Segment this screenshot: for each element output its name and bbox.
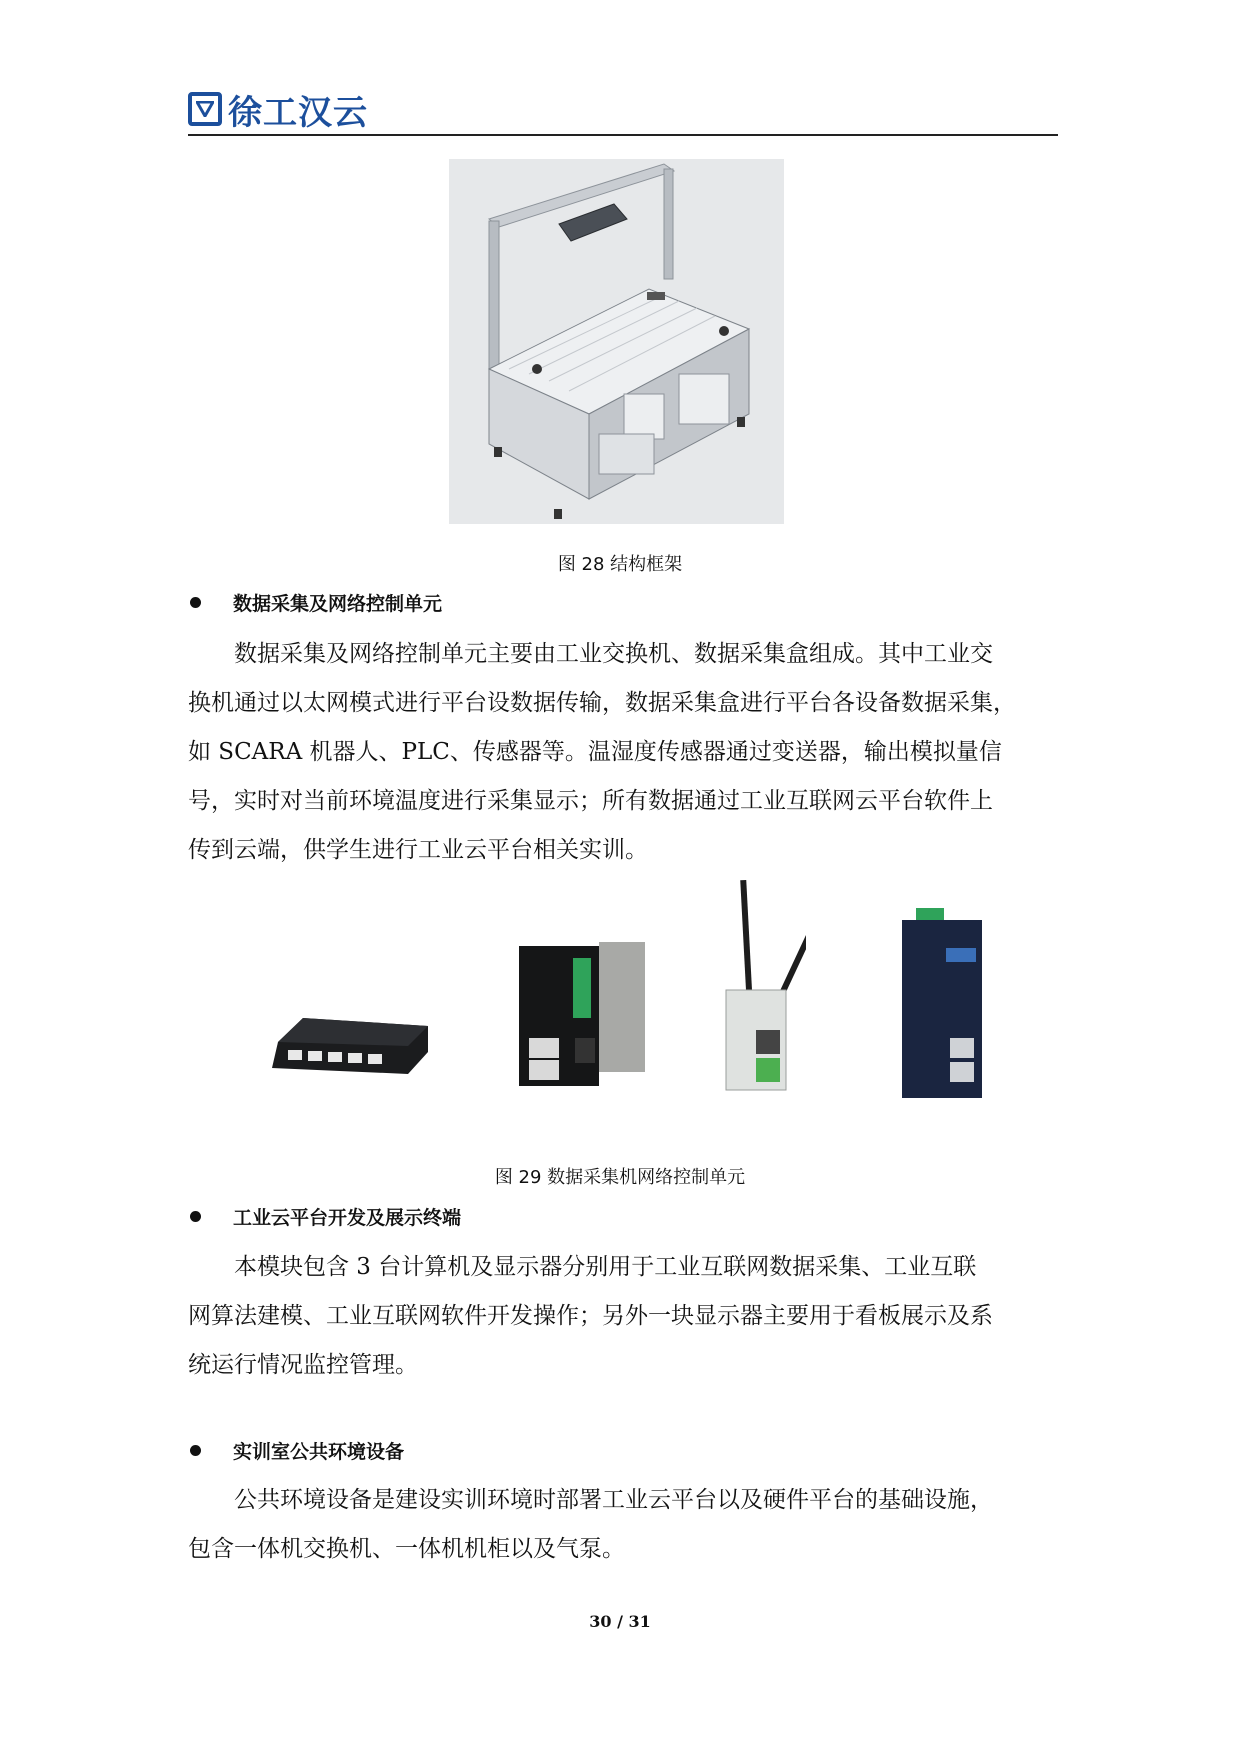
paragraph-line: 网算法建模、工业互联网软件开发操作；另外一块显示器主要用于看板展示及系 <box>188 1303 993 1329</box>
paragraph-line: 统运行情况监控管理。 <box>188 1352 418 1378</box>
paragraph-line: 本模块包含 3 台计算机及显示器分别用于工业互联网数据采集、工业互联 <box>234 1254 977 1280</box>
paragraph-line: 传到云端，供学生进行工业云平台相关实训。 <box>188 837 648 863</box>
figure-28-caption: 图 28 结构框架 <box>557 554 683 575</box>
wireless-gateway-image <box>716 880 806 1102</box>
section-title: 实训室公共环境设备 <box>233 1441 405 1463</box>
logo-text: 徐工汉云 <box>228 92 368 133</box>
section-title: 工业云平台开发及展示终端 <box>233 1207 462 1229</box>
section-heading-public-equipment <box>190 1437 404 1464</box>
page-number: 30 / 31 <box>589 1612 651 1631</box>
figure-29-caption: 图 29 数据采集机网络控制单元 <box>494 1167 746 1188</box>
section-title: 数据采集及网络控制单元 <box>233 593 443 615</box>
structure-frame-image <box>449 159 784 524</box>
logo-mark-icon <box>188 92 222 126</box>
data-collection-box-image <box>515 938 649 1091</box>
bullet-icon <box>190 597 201 608</box>
bullet-icon <box>190 1445 201 1456</box>
section-heading-data-collection <box>190 589 442 616</box>
section-paragraph <box>188 1243 1058 1390</box>
paragraph-line: 公共环境设备是建设实训环境时部署工业云平台以及硬件平台的基础设施， <box>234 1487 993 1513</box>
paragraph-line: 号，实时对当前环境温度进行采集显示；所有数据通过工业互联网云平台软件上 <box>188 788 993 814</box>
company-logo <box>188 86 368 132</box>
section-paragraph <box>188 1476 1058 1574</box>
paragraph-line: 包含一体机交换机、一体机机柜以及气泵。 <box>188 1536 625 1562</box>
bullet-icon <box>190 1211 201 1222</box>
paragraph-line: 如 SCARA 机器人、PLC、传感器等。温湿度传感器通过变送器，输出模拟量信 <box>188 739 1002 765</box>
section-heading-cloud-terminal <box>190 1203 461 1230</box>
paragraph-line: 换机通过以太网模式进行平台设数据传输，数据采集盒进行平台各设备数据采集， <box>188 690 1016 716</box>
section-paragraph <box>188 630 1058 875</box>
industrial-converter-image <box>896 908 987 1100</box>
paragraph-line: 数据采集及网络控制单元主要由工业交换机、数据采集盒组成。其中工业交 <box>234 641 993 667</box>
page-header <box>188 86 1058 138</box>
header-divider <box>188 134 1058 136</box>
network-switch-image <box>268 1014 435 1076</box>
